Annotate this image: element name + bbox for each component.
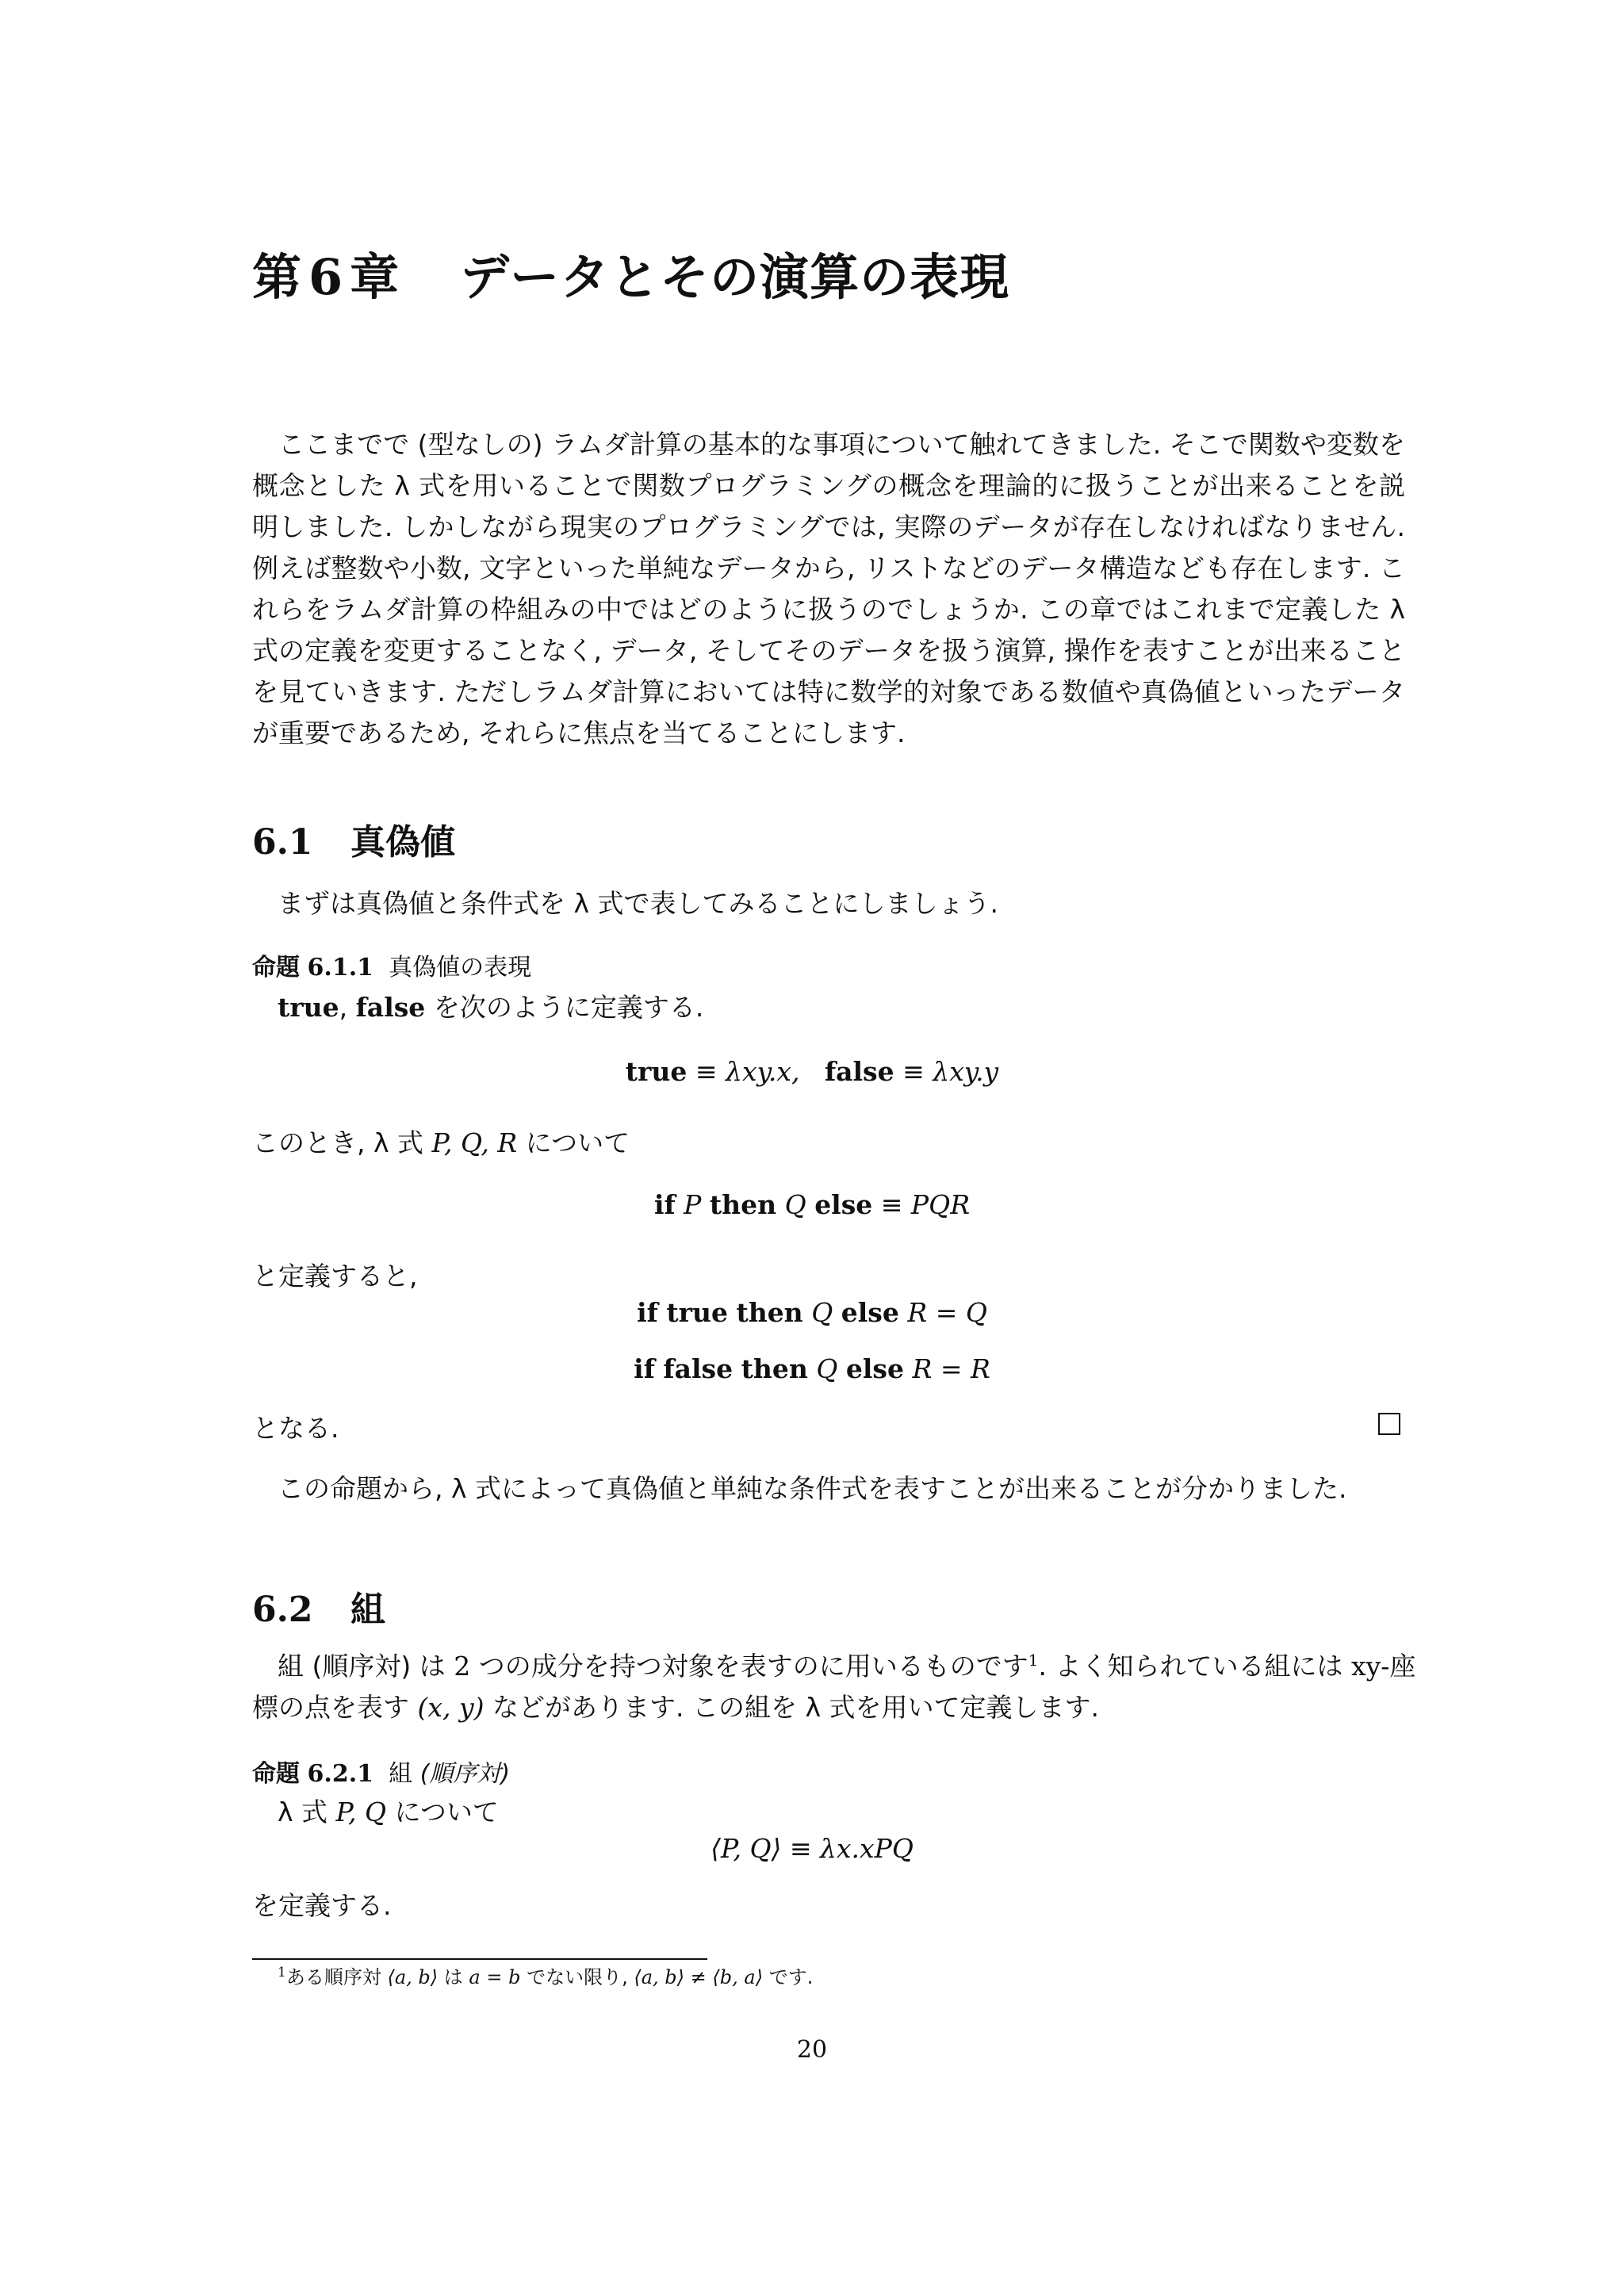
then-text-prefix: このとき, λ 式 [252,1127,423,1158]
section-heading-6-2 [252,1581,385,1632]
prop2-label: 命題 [252,1760,300,1788]
pair-def-formula: ⟨P, Q⟩ ≡ λx.xPQ [710,1833,914,1864]
prop-label: 命題 [252,954,300,982]
prop2-line1-vars: P, Q [335,1797,387,1827]
section1-lead: まずは真偽値と条件式を λ 式で表してみることにしましょう. [278,888,998,919]
eq1-else: else [841,1297,899,1328]
footnote-mark[interactable]: 1 [1028,1651,1039,1670]
result-text: となる. [252,1413,339,1444]
qed-square-icon [1378,1413,1400,1435]
footnote-rule [252,1958,707,1960]
eq1-rhs: R = Q [907,1297,987,1328]
eq2-if: if [634,1353,655,1384]
var-p: P [684,1189,702,1220]
eq2-else: else [845,1353,904,1384]
eq1-then: then [736,1297,803,1328]
def-false-word: false [824,1056,894,1087]
section-number: 6.1 [252,822,313,863]
prop-number: 6.1.1 [307,954,374,982]
s2-text-d: xy-座 [1350,1651,1416,1682]
def-false-rhs: ≡ λxy.y [902,1056,999,1087]
eq1-true: true [666,1297,728,1328]
s2-line2-math: (x, y) [417,1692,485,1723]
fn-text-b: は [443,1966,463,1988]
chapter-title: データとその演算の表現 [460,248,1010,306]
s2-line2-b: などがあります. この組を λ 式を用いて定義します. [492,1692,1099,1723]
eq2-rhs: R = R [912,1353,990,1384]
eq2-then: then [741,1353,808,1384]
prop2-title-paren: (順序対) [419,1760,511,1788]
define-text: を定義する. [252,1890,392,1921]
proposition-6-2-1-heading [252,1754,510,1789]
prop2-line1-a: λ 式 [278,1797,328,1827]
fn-text-d: です. [768,1966,814,1988]
false-word: false [355,992,426,1023]
fn-math-b: a = b [469,1966,521,1988]
section1-closing: この命題から, λ 式によって真偽値と単純な条件式を表すことが出来ることが分かりました. [278,1473,1347,1504]
section2-title: 組 [350,1590,385,1630]
chapter-suffix: 章 [350,248,400,306]
then-text-suffix: について [525,1127,630,1158]
prop2-number: 6.2.1 [307,1760,374,1788]
eq2-q: Q [816,1353,838,1384]
section-heading-6-1 [252,813,455,864]
prop-6-1-1-line1: true, false を次のように定義する. [278,992,704,1023]
prop-6-2-1-line1 [278,1792,499,1829]
fn-text-c: でない限り, [527,1966,628,1988]
intro-paragraph: ここまでで (型なしの) ラムダ計算の基本的な事項について触れてきました. そこで関数や変数を概念とした λ 式を用いることで関数プログラミングの概念を理論的に扱うことが出来ることを説明しました. しかしながら現実のプログラミングでは, 実際のデータが存在しなければなりません. 例えば整数や小数, 文字といった単純なデータから, リストなどのデータ構造なども存在します. これらをラムダ計算の枠組みの中ではどのように扱うのでしょうか. この章ではこれまで定義した λ 式の定義を変更することなく, データ, そしてそのデータを扱う演算, 操作を表すことが出来ることを見ていきます. ただしラムダ計算においては特に数学的対象である数値や真偽値といったデータが重要であるため, それらに焦点を当てることにします. [252,429,1405,748]
chapter-number: 6 [308,248,344,306]
section2-para-line1 [278,1646,1415,1683]
s2-text-a: 組 (順序対) は [278,1651,446,1682]
prop-title: 真偽値の表現 [389,954,532,982]
def-true-word: true [625,1056,688,1087]
s2-text-b: つの成分を持つ対象を表すのに用いるものです [478,1651,1028,1682]
prop2-title: 組 [389,1760,413,1788]
true-word: true [278,992,339,1023]
footnote-number: 1 [278,1965,286,1980]
kw-if: if [653,1189,676,1220]
chapter-label: 第 [252,248,303,306]
eq1-if: if [637,1297,658,1328]
s2-num: 2 [454,1651,471,1682]
fn-math-c: ⟨a, b⟩ ≠ ⟨b, a⟩ [634,1966,764,1988]
kw-then: then [709,1189,777,1220]
eq-if-false [0,1353,1624,1384]
section2-number: 6.2 [252,1590,313,1630]
if-definition [0,1189,1624,1220]
eq1-q: Q [811,1297,833,1328]
prop2-line1-b: について [394,1797,499,1827]
section2-para-line2 [252,1687,1099,1724]
def-true-false [0,1056,1624,1087]
fn-text-a: ある順序対 [285,1966,381,1988]
then-text-vars: P, Q, R [431,1127,518,1158]
then-text [252,1123,630,1160]
proposition-6-1-1-heading [252,947,531,982]
s2-line2-a: 標の点を表す [252,1692,409,1723]
define-then-text: と定義すると, [252,1261,418,1292]
eq-if-true [0,1297,1624,1328]
footnote [278,1961,813,1989]
if-def-rhs: ≡ PQR [880,1189,971,1220]
prop-line1-text: を次のように定義する. [433,992,704,1023]
section-title: 真偽値 [350,822,455,863]
kw-else: else [814,1189,873,1220]
chapter-heading [252,238,1009,308]
def-true-rhs: ≡ λxy.x, [695,1056,800,1087]
fn-math-a: ⟨a, b⟩ [387,1966,439,1988]
s2-text-c: . よく知られている組には [1038,1651,1343,1682]
pair-definition [0,1833,1624,1864]
var-q: Q [784,1189,806,1220]
eq2-false: false [663,1353,733,1384]
page-number: 20 [796,2036,828,2064]
